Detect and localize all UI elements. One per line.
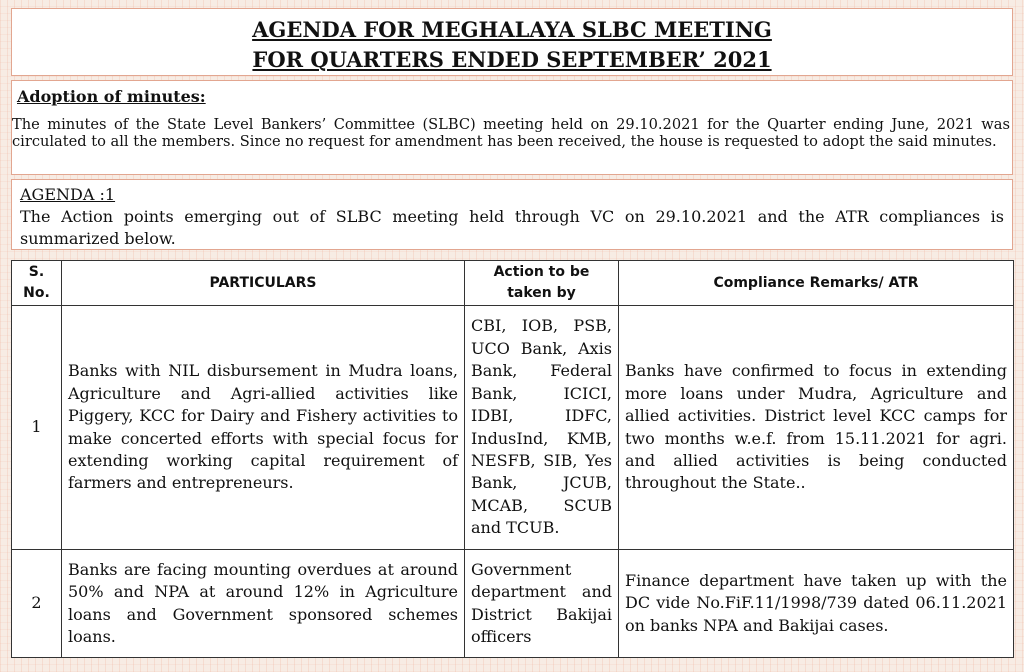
header-sno: S. No. (12, 261, 62, 306)
agenda-text: The Action points emerging out of SLBC meeting held through VC on 29.10.2021 and the ATR compliances is summarized below. (20, 207, 1004, 248)
agenda-section (11, 179, 1013, 250)
action-points-table (11, 260, 1014, 658)
header-particulars: PARTICULARS (62, 261, 465, 306)
row-action: CBI, IOB, PSB, UCO Bank, Axis Bank, Federal Bank, ICICI, IDBI, IDFC, IndusInd, KMB, NESFB, SIB, Yes Bank, JCUB, MCAB, SCUB and TCUB. (465, 306, 619, 550)
header-compliance: Compliance Remarks/ ATR (619, 261, 1014, 306)
row-action: Government department and District Bakijai officers (465, 550, 619, 658)
row-particulars: Banks with NIL disbursement in Mudra loans, Agriculture and Agri-allied activities like Piggery, KCC for Dairy and Fishery activities to make concerted efforts with special focus for extending working capital requirement of farmers and entrepreneurs. (62, 306, 465, 550)
row-sno: 1 (12, 306, 62, 550)
title-line-2: FOR QUARTERS ENDED SEPTEMBER’ 2021 (252, 47, 772, 72)
minutes-heading: Adoption of minutes: (17, 87, 206, 106)
minutes-text: The minutes of the State Level Bankers’ Committee (SLBC) meeting held on 29.10.2021 for the Quarter ending June, 2021 was circulated to all the members. Since no request for amendment has been received, the house is requested to adopt the said minutes. (12, 116, 1010, 150)
table-row (12, 306, 1014, 550)
agenda-heading: AGENDA :1 (20, 185, 116, 204)
row-particulars: Banks are facing mounting overdues at around 50% and NPA at around 12% in Agriculture loans and Government sponsored schemes loans. (62, 550, 465, 658)
title-line-1: AGENDA FOR MEGHALAYA SLBC MEETING (252, 17, 772, 42)
row-compliance: Banks have confirmed to focus in extending more loans under Mudra, Agriculture and allied activities. District level KCC camps for two months w.e.f. from 15.11.2021 for agri. and allied activities is being conducted throughout the State.. (619, 306, 1014, 550)
minutes-section (11, 80, 1013, 175)
table-row (12, 550, 1014, 658)
title-section (11, 8, 1013, 76)
header-action: Action to be taken by (465, 261, 619, 306)
row-compliance: Finance department have taken up with the DC vide No.FiF.11/1998/739 dated 06.11.2021 on banks NPA and Bakijai cases. (619, 550, 1014, 658)
row-sno: 2 (12, 550, 62, 658)
table-header-row (12, 261, 1014, 306)
